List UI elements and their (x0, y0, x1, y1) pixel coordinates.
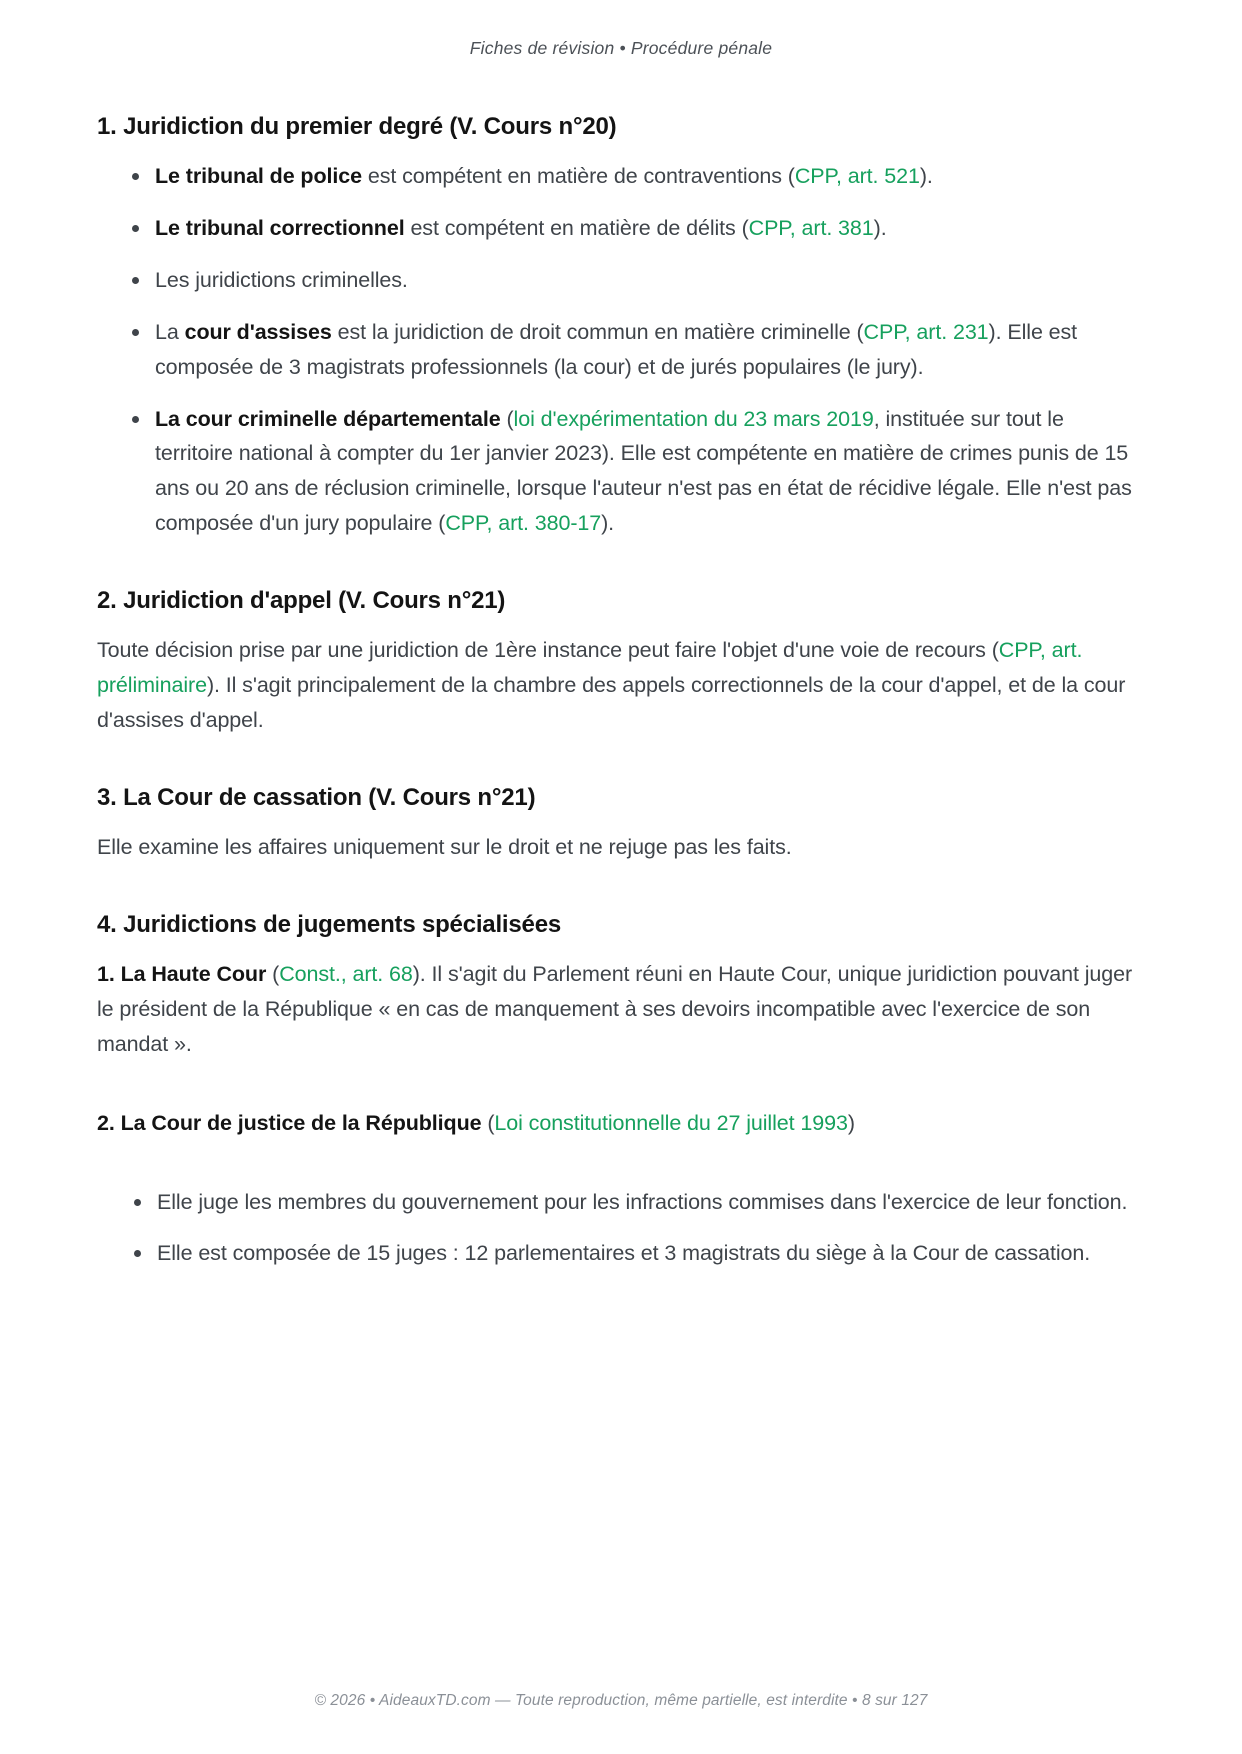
sub-entry-text-tail: ). Il s'agit du Parlement réuni en Haute Cour, unique juridiction pouvant juger le président de la République « en cas de manquement à ses devoirs incompatible avec l'exercice de son mandat ». (97, 962, 1133, 1056)
sub-entry-text-tail: ) (847, 1110, 855, 1135)
section-heading-3: 3. La Cour de cassation (V. Cours n°21) (97, 783, 536, 811)
legal-reference-secondary[interactable]: CPP, art. 380-17 (445, 511, 602, 536)
section-heading-2: 2. Juridiction d'appel (V. Cours n°21) (97, 586, 506, 614)
bullet-text: Elle juge les membres du gouvernement pour les infractions commises dans l'exercice de leur fonction. (157, 1189, 1128, 1214)
list-item (97, 211, 1145, 246)
bullet-text-tail: ). (601, 511, 615, 536)
paragraph-text: Toute décision prise par une juridiction de 1ère instance peut faire l'objet d'une voie de recours ( (97, 638, 999, 663)
page-footer: © 2026 • AideauxTD.com — Toute reproduction, même partielle, est interdite • 8 sur 127 (314, 1692, 928, 1709)
bullet-text-middle: , instituée sur tout le territoire national à compter du 1er janvier 2023). Elle est compétente en matière de crimes punis de 15 ans ou 20 ans de réclusion criminelle, lorsque l'auteur n'est pas en état de récidive légale. Elle n'est pas composée d'un jury populaire ( (155, 406, 1132, 536)
sub-entry-haute-cour (97, 957, 1145, 1061)
sub-entry-text: ( (266, 962, 280, 987)
spacer (97, 1159, 1145, 1185)
bullet-text-head: La (155, 319, 185, 344)
list-item (97, 315, 1145, 385)
bullet-text: est compétent en matière de délits ( (404, 216, 749, 241)
legal-reference[interactable]: CPP, art. 521 (794, 164, 920, 189)
list-item (97, 402, 1145, 541)
bullet-bold-lead: cour d'assises (184, 319, 332, 344)
section-heading-4: 4. Juridictions de jugements spécialisées (97, 910, 561, 938)
bullet-list-section-4 (97, 1185, 1145, 1272)
running-header: Fiches de révision • Procédure pénale (469, 38, 773, 58)
spacer (97, 1080, 1145, 1106)
bullet-text-tail: ). (919, 164, 933, 189)
list-item (97, 263, 1145, 298)
sub-entry-cour-justice-republique (97, 1106, 1145, 1141)
paragraph-section-3 (97, 830, 1145, 865)
legal-reference[interactable]: Loi constitutionnelle du 27 juillet 1993 (494, 1110, 848, 1135)
paragraph-text: Elle examine les affaires uniquement sur le droit et ne rejuge pas les faits. (97, 835, 792, 860)
legal-reference[interactable]: loi d'expérimentation du 23 mars 2019 (513, 406, 874, 431)
legal-reference[interactable]: CPP, art. 231 (863, 319, 989, 344)
paragraph-section-2 (97, 633, 1145, 737)
bullet-bold-lead: Le tribunal de police (155, 164, 362, 189)
bullet-text-tail: ). Elle est composée de 3 magistrats professionnels (la cour) et de jurés populaires (le jury). (155, 319, 1078, 379)
section-heading-1: 1. Juridiction du premier degré (V. Cours n°20) (97, 113, 617, 140)
sub-entry-bold-lead: 2. La Cour de justice de la République (97, 1110, 482, 1135)
list-item (97, 1236, 1145, 1271)
paragraph-text-tail: ). Il s'agit principalement de la chambre des appels correctionnels de la cour d'appel, et de la cour d'assises d'appel. (97, 673, 1126, 732)
bullet-text-tail: ). (873, 216, 887, 241)
bullet-text: Elle est composée de 15 juges : 12 parlementaires et 3 magistrats du siège à la Cour de cassation. (157, 1241, 1091, 1266)
list-item (97, 159, 1145, 194)
document-body (0, 111, 1242, 1271)
bullet-bold-lead: La cour criminelle départementale (155, 406, 501, 431)
bullet-text: ( (500, 406, 514, 431)
bullet-text: est la juridiction de droit commun en matière criminelle ( (331, 319, 864, 344)
bullet-list-section-1 (97, 159, 1145, 540)
list-item (97, 1185, 1145, 1220)
bullet-text: Les juridictions criminelles. (155, 268, 408, 293)
legal-reference[interactable]: CPP, art. préliminaire (97, 638, 1083, 698)
bullet-text: est compétent en matière de contraventions ( (361, 164, 795, 189)
legal-reference[interactable]: Const., art. 68 (279, 962, 413, 987)
sub-entry-text: ( (481, 1110, 495, 1135)
sub-entry-bold-lead: 1. La Haute Cour (97, 962, 267, 987)
legal-reference[interactable]: CPP, art. 381 (748, 216, 874, 241)
bullet-bold-lead: Le tribunal correctionnel (155, 216, 405, 241)
